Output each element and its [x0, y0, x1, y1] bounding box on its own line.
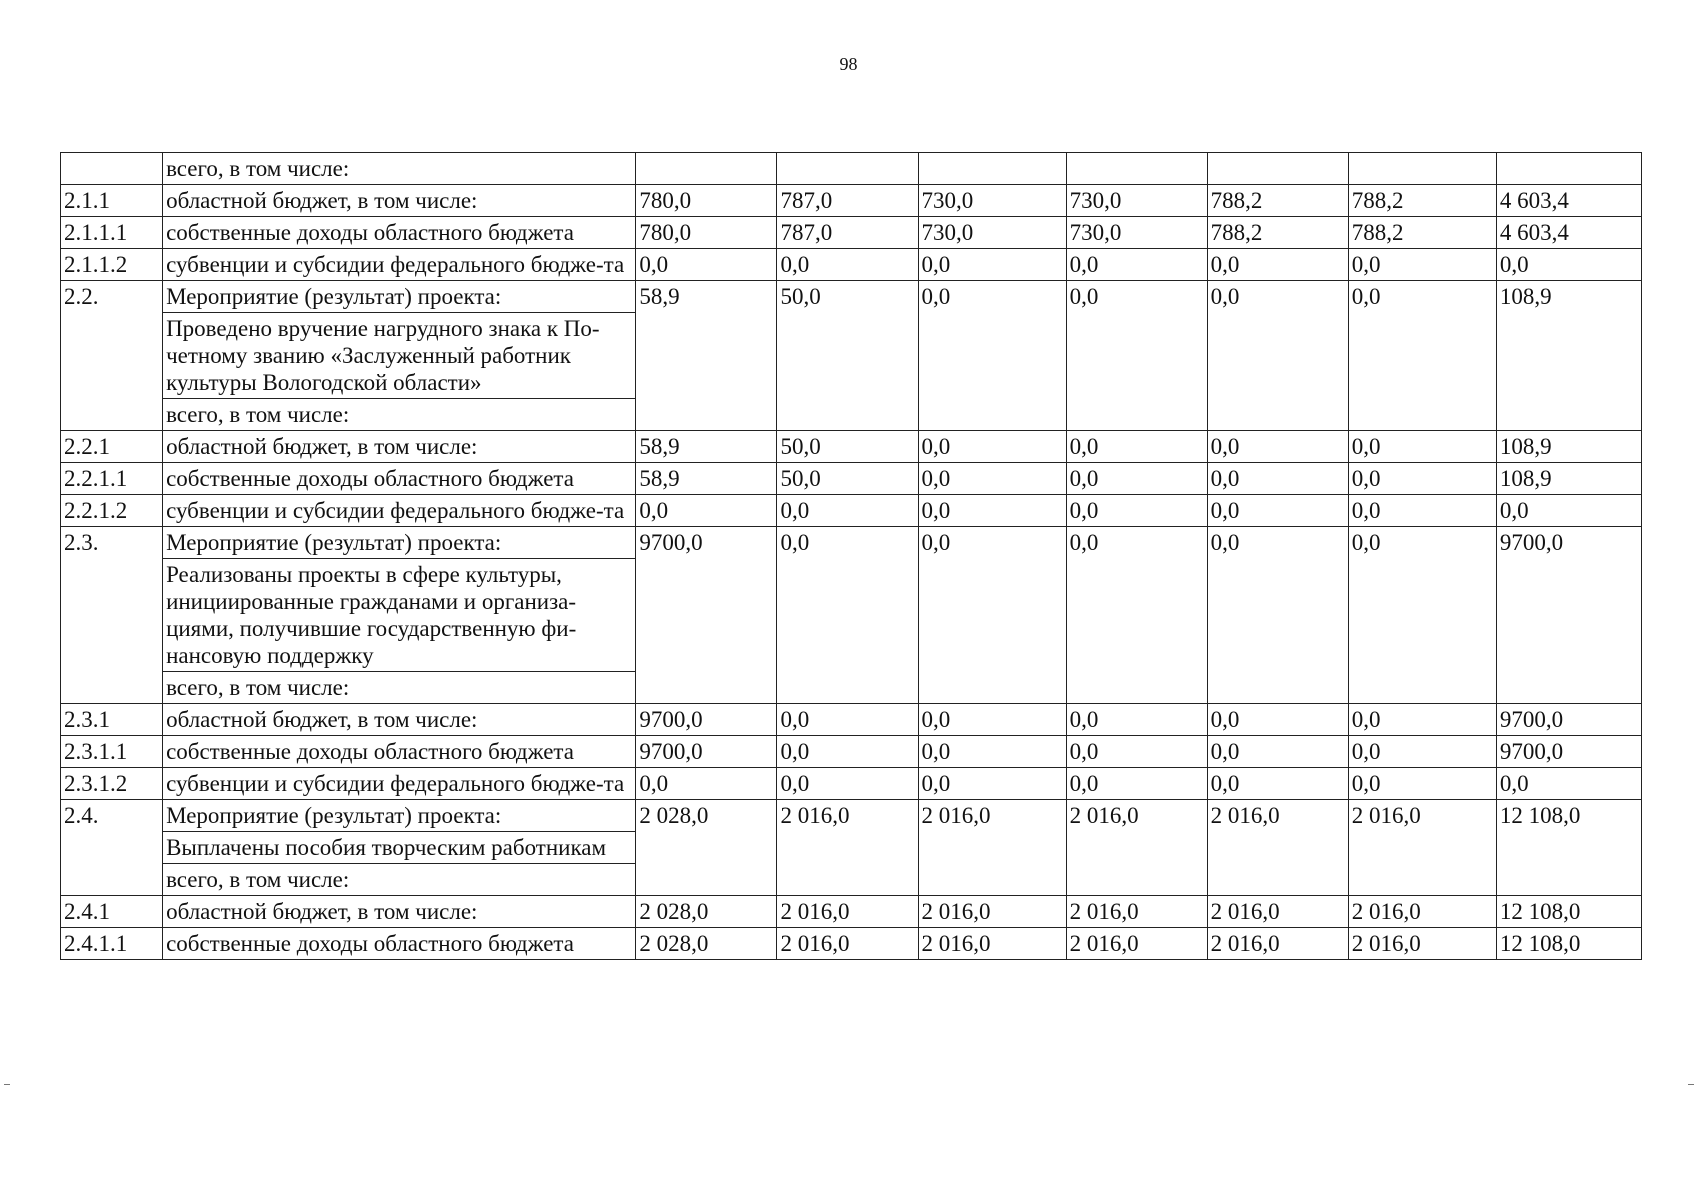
row-label: субвенции и субсидии федерального бюдже-та [163, 768, 636, 800]
row-year-value: 2 016,0 [918, 800, 1066, 896]
row-code: 2.3. [61, 527, 163, 704]
row-year-value: 788,2 [1348, 217, 1496, 249]
row-total-value: 12 108,0 [1496, 896, 1641, 928]
row-year-value: 0,0 [777, 704, 918, 736]
row-year-value: 2 016,0 [918, 928, 1066, 960]
row-year-value: 0,0 [1348, 249, 1496, 281]
table-row [61, 463, 1642, 495]
row-year-value [777, 153, 918, 185]
page-edge-mark-left [4, 1084, 10, 1085]
row-year-value: 2 016,0 [1207, 800, 1348, 896]
row-code: 2.2. [61, 281, 163, 431]
row-code: 2.3.1.1 [61, 736, 163, 768]
row-year-value: 0,0 [1348, 768, 1496, 800]
table-row [61, 736, 1642, 768]
row-total-value: 108,9 [1496, 463, 1641, 495]
row-year-value: 0,0 [1207, 736, 1348, 768]
row-total-value: 4 603,4 [1496, 185, 1641, 217]
row-year-value [918, 153, 1066, 185]
row-year-value: 0,0 [918, 249, 1066, 281]
row-year-value: 0,0 [1207, 527, 1348, 704]
row-year-value: 788,2 [1348, 185, 1496, 217]
row-year-value: 730,0 [918, 185, 1066, 217]
row-label: Мероприятие (результат) проекта: [163, 281, 636, 313]
row-code: 2.2.1 [61, 431, 163, 463]
row-total-value: 108,9 [1496, 431, 1641, 463]
row-total-value: 9700,0 [1496, 736, 1641, 768]
row-year-value: 0,0 [777, 495, 918, 527]
table-row [61, 704, 1642, 736]
row-year-value: 50,0 [777, 431, 918, 463]
row-year-value: 2 016,0 [1207, 896, 1348, 928]
row-code: 2.1.1.2 [61, 249, 163, 281]
row-year-value: 730,0 [1066, 217, 1207, 249]
row-label: всего, в том числе: [163, 864, 636, 896]
row-year-value: 58,9 [636, 431, 777, 463]
row-label: субвенции и субсидии федерального бюдже-та [163, 495, 636, 527]
row-year-value: 0,0 [1207, 281, 1348, 431]
row-year-value: 2 028,0 [636, 928, 777, 960]
row-year-value: 0,0 [777, 736, 918, 768]
row-year-value: 0,0 [636, 249, 777, 281]
row-label: областной бюджет, в том числе: [163, 431, 636, 463]
table-row [61, 217, 1642, 249]
row-label: собственные доходы областного бюджета [163, 463, 636, 495]
row-year-value: 2 016,0 [1207, 928, 1348, 960]
row-year-value: 0,0 [1207, 249, 1348, 281]
row-year-value: 0,0 [1348, 281, 1496, 431]
row-year-value: 0,0 [1348, 704, 1496, 736]
row-total-value: 9700,0 [1496, 527, 1641, 704]
row-year-value: 0,0 [636, 768, 777, 800]
table-row [61, 527, 1642, 559]
row-code: 2.4.1 [61, 896, 163, 928]
table-row [61, 431, 1642, 463]
row-year-value: 0,0 [1207, 768, 1348, 800]
row-year-value: 0,0 [1066, 736, 1207, 768]
row-code: 2.1.1 [61, 185, 163, 217]
row-year-value: 0,0 [918, 527, 1066, 704]
row-year-value: 0,0 [918, 431, 1066, 463]
row-year-value [1207, 153, 1348, 185]
row-year-value: 0,0 [1066, 527, 1207, 704]
row-year-value: 0,0 [1348, 431, 1496, 463]
row-year-value: 0,0 [1066, 431, 1207, 463]
table-row [61, 768, 1642, 800]
row-year-value: 2 016,0 [1066, 800, 1207, 896]
row-year-value: 0,0 [918, 281, 1066, 431]
row-year-value: 787,0 [777, 185, 918, 217]
row-label: субвенции и субсидии федерального бюдже-та [163, 249, 636, 281]
row-year-value: 730,0 [1066, 185, 1207, 217]
row-year-value: 2 016,0 [1348, 928, 1496, 960]
row-year-value: 58,9 [636, 281, 777, 431]
row-year-value: 2 016,0 [1348, 896, 1496, 928]
row-year-value: 2 016,0 [777, 896, 918, 928]
row-label: Проведено вручение нагрудного знака к По-четному званию «Заслуженный работник культуры Вологодской области» [163, 313, 636, 399]
row-label: всего, в том числе: [163, 153, 636, 185]
row-year-value: 0,0 [918, 704, 1066, 736]
row-total-value: 4 603,4 [1496, 217, 1641, 249]
table-row [61, 153, 1642, 185]
row-year-value: 0,0 [1348, 736, 1496, 768]
row-label: всего, в том числе: [163, 399, 636, 431]
table-row [61, 281, 1642, 313]
row-year-value [1348, 153, 1496, 185]
budget-table [60, 152, 1642, 960]
row-year-value: 0,0 [1066, 768, 1207, 800]
row-year-value: 0,0 [1207, 704, 1348, 736]
row-year-value: 0,0 [918, 495, 1066, 527]
row-year-value: 2 016,0 [1066, 896, 1207, 928]
table-row [61, 495, 1642, 527]
row-year-value: 730,0 [918, 217, 1066, 249]
row-total-value [1496, 153, 1641, 185]
row-total-value: 0,0 [1496, 249, 1641, 281]
row-total-value: 0,0 [1496, 495, 1641, 527]
row-year-value: 0,0 [1348, 463, 1496, 495]
row-label: областной бюджет, в том числе: [163, 704, 636, 736]
row-label: Выплачены пособия творческим работникам [163, 832, 636, 864]
row-year-value: 0,0 [1066, 495, 1207, 527]
row-label: областной бюджет, в том числе: [163, 185, 636, 217]
row-year-value: 2 028,0 [636, 896, 777, 928]
table-row [61, 800, 1642, 832]
row-label: Мероприятие (результат) проекта: [163, 527, 636, 559]
row-year-value [1066, 153, 1207, 185]
row-code: 2.2.1.1 [61, 463, 163, 495]
row-label: областной бюджет, в том числе: [163, 896, 636, 928]
row-year-value: 0,0 [1066, 463, 1207, 495]
row-year-value: 0,0 [1207, 495, 1348, 527]
row-label: собственные доходы областного бюджета [163, 736, 636, 768]
row-year-value: 50,0 [777, 281, 918, 431]
row-total-value: 108,9 [1496, 281, 1641, 431]
row-year-value: 0,0 [918, 736, 1066, 768]
row-code: 2.1.1.1 [61, 217, 163, 249]
row-year-value: 9700,0 [636, 527, 777, 704]
row-year-value: 0,0 [777, 249, 918, 281]
table-row [61, 185, 1642, 217]
row-year-value [636, 153, 777, 185]
row-year-value: 0,0 [918, 463, 1066, 495]
row-year-value: 0,0 [1066, 704, 1207, 736]
row-label: Реализованы проекты в сфере культуры, инициированные гражданами и организа-циями, получившие государственную фи-нансовую поддержку [163, 559, 636, 672]
row-total-value: 12 108,0 [1496, 800, 1641, 896]
row-year-value: 788,2 [1207, 185, 1348, 217]
row-year-value: 2 016,0 [1066, 928, 1207, 960]
row-year-value: 9700,0 [636, 736, 777, 768]
row-code: 2.4.1.1 [61, 928, 163, 960]
row-total-value: 12 108,0 [1496, 928, 1641, 960]
row-code: 2.3.1 [61, 704, 163, 736]
row-year-value: 0,0 [918, 768, 1066, 800]
row-label: всего, в том числе: [163, 672, 636, 704]
row-total-value: 9700,0 [1496, 704, 1641, 736]
row-year-value: 0,0 [1348, 527, 1496, 704]
row-year-value: 787,0 [777, 217, 918, 249]
row-year-value: 0,0 [1066, 249, 1207, 281]
table-row [61, 928, 1642, 960]
row-year-value: 2 016,0 [918, 896, 1066, 928]
row-label: собственные доходы областного бюджета [163, 928, 636, 960]
row-year-value: 788,2 [1207, 217, 1348, 249]
row-year-value: 0,0 [636, 495, 777, 527]
row-year-value: 0,0 [1066, 281, 1207, 431]
row-year-value: 2 016,0 [777, 928, 918, 960]
page-number: 98 [839, 54, 858, 74]
row-year-value: 0,0 [777, 768, 918, 800]
page-edge-mark-right [1688, 1084, 1694, 1085]
row-label: собственные доходы областного бюджета [163, 217, 636, 249]
row-label: Мероприятие (результат) проекта: [163, 800, 636, 832]
row-code [61, 153, 163, 185]
row-year-value: 9700,0 [636, 704, 777, 736]
row-total-value: 0,0 [1496, 768, 1641, 800]
row-code: 2.2.1.2 [61, 495, 163, 527]
table-row [61, 249, 1642, 281]
row-code: 2.4. [61, 800, 163, 896]
row-year-value: 0,0 [1207, 431, 1348, 463]
row-year-value: 50,0 [777, 463, 918, 495]
row-year-value: 2 016,0 [777, 800, 918, 896]
row-year-value: 2 016,0 [1348, 800, 1496, 896]
row-year-value: 2 028,0 [636, 800, 777, 896]
row-code: 2.3.1.2 [61, 768, 163, 800]
row-year-value: 0,0 [1207, 463, 1348, 495]
row-year-value: 780,0 [636, 185, 777, 217]
table-row [61, 896, 1642, 928]
row-year-value: 0,0 [777, 527, 918, 704]
row-year-value: 58,9 [636, 463, 777, 495]
row-year-value: 0,0 [1348, 495, 1496, 527]
row-year-value: 780,0 [636, 217, 777, 249]
